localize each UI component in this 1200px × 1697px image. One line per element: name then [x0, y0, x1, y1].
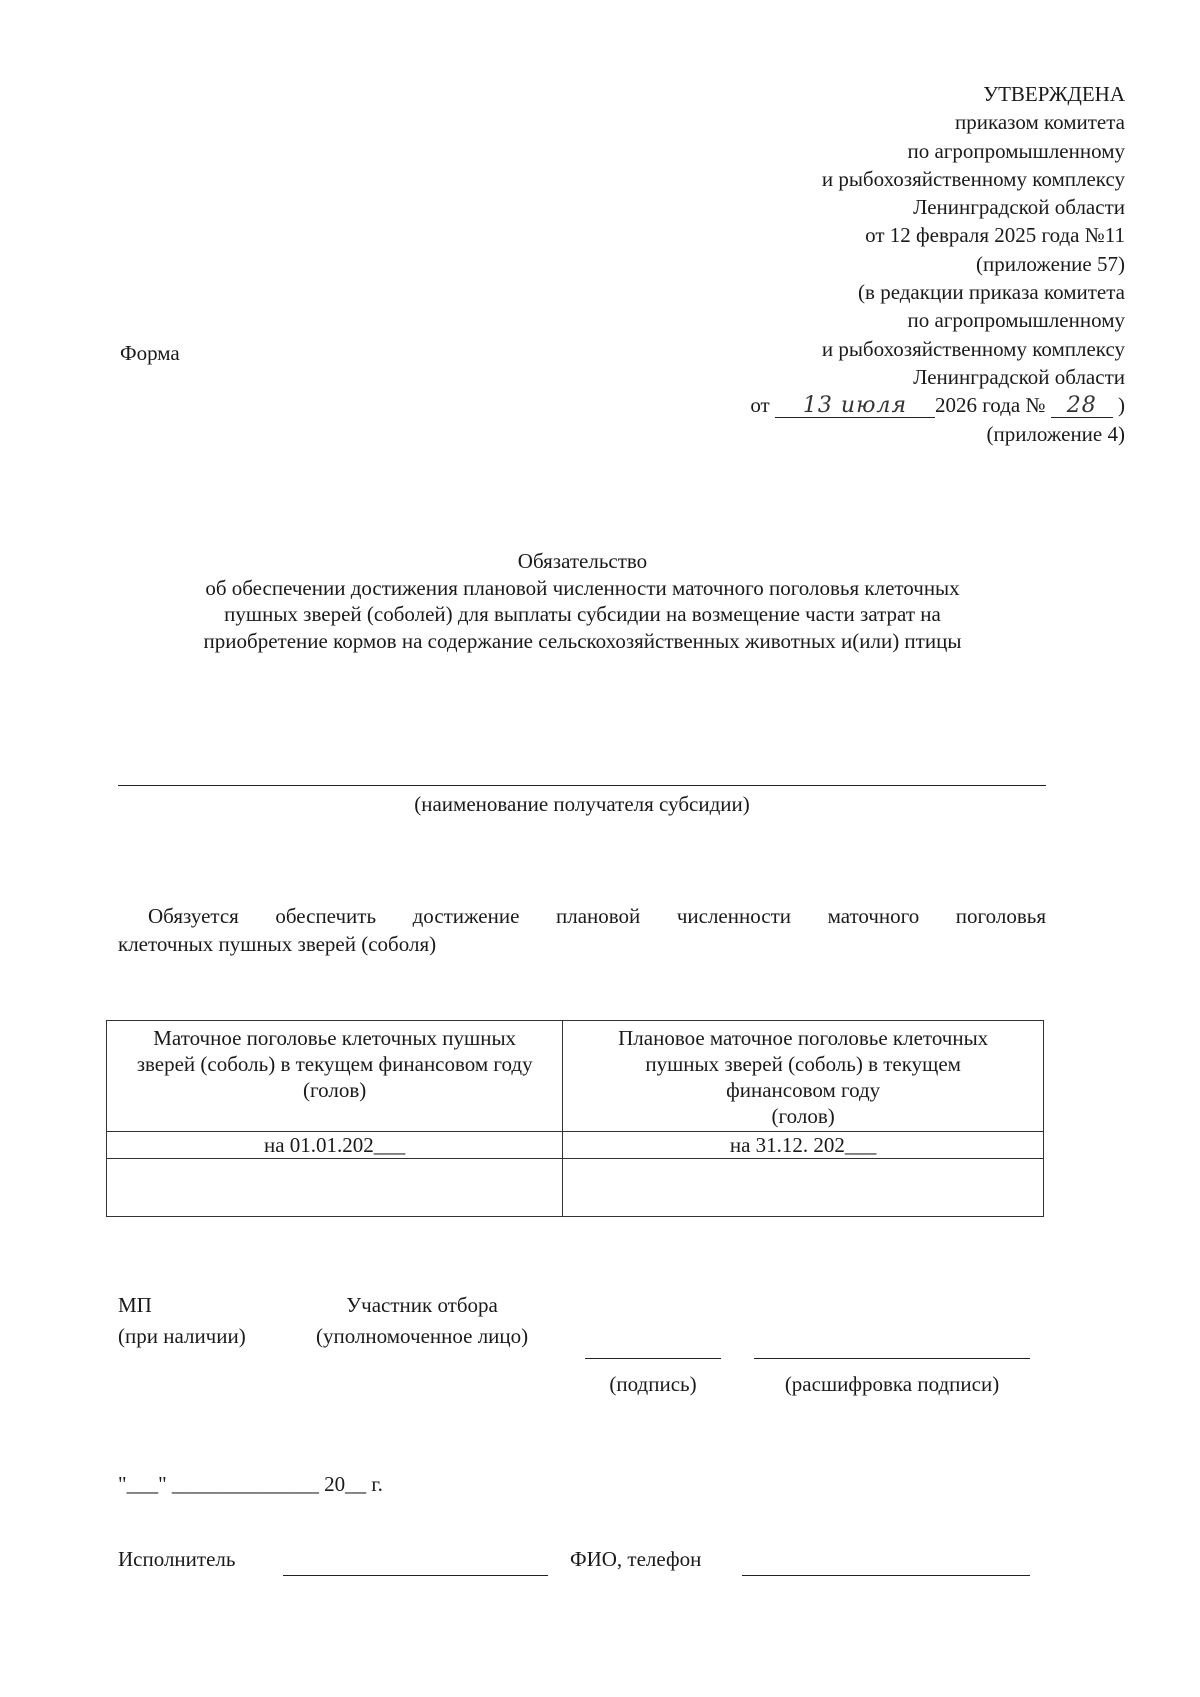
- participant-label: Участник отбора: [346, 1293, 498, 1317]
- fio-phone-label: ФИО, телефон: [570, 1547, 702, 1571]
- fio-phone-line[interactable]: [742, 1575, 1030, 1576]
- obligation-line: Обязуется обеспечить достижение плановой численности маточного поголовья: [148, 904, 1046, 928]
- approval-line: (приложение 57): [975, 251, 1125, 276]
- title-line: об обеспечении достижения плановой численности маточного поголовья клеточных: [205, 575, 960, 600]
- order-year: 2026 года №: [934, 393, 1046, 418]
- recipient-caption: (наименование получателя субсидии): [414, 792, 750, 816]
- approval-line: по агропромышленному: [907, 308, 1125, 333]
- order-date-field: [775, 394, 935, 418]
- participant-block: [316, 1290, 528, 1352]
- table-header-cell: [107, 1021, 563, 1132]
- col1-unit: (голов): [303, 1078, 367, 1102]
- approval-line: и рыбохозяйственному комплексу: [821, 166, 1125, 191]
- appendix-line: (приложение 4): [986, 421, 1125, 446]
- table-cell: на 01.01.202___: [107, 1132, 563, 1159]
- title-line: Обязательство: [517, 549, 648, 573]
- form-label: Форма: [120, 341, 180, 365]
- mp-note: (при наличии): [118, 1324, 246, 1348]
- approval-line: от 12 февраля 2025 года №11: [865, 223, 1125, 248]
- table-header-cell: [563, 1021, 1044, 1132]
- table-value-cell[interactable]: [107, 1159, 563, 1217]
- title-line: приобретение кормов на содержание сельскохозяйственных животных и(или) птицы: [203, 628, 962, 653]
- decoding-caption: (расшифровка подписи): [784, 1372, 1000, 1396]
- executor-line[interactable]: [283, 1575, 548, 1576]
- table-value-cell[interactable]: [563, 1159, 1044, 1217]
- table-row: [107, 1132, 1044, 1159]
- table-header-row: [107, 1021, 1044, 1132]
- obligation-text: [118, 902, 1046, 958]
- col2-unit: (голов): [771, 1104, 835, 1128]
- table-cell: на 31.12. 202___: [563, 1132, 1044, 1159]
- table-row: [107, 1159, 1044, 1217]
- signature-line[interactable]: [585, 1358, 721, 1359]
- signature-decoding-line[interactable]: [754, 1358, 1030, 1359]
- approval-line: и рыбохозяйственному комплексу: [821, 336, 1125, 361]
- approval-line: Ленинградской области: [913, 195, 1125, 220]
- signature-caption: (подпись): [609, 1372, 697, 1396]
- document-title: [120, 548, 1045, 654]
- approval-line: Ленинградской области: [913, 364, 1125, 389]
- seal-block: [118, 1290, 246, 1352]
- obligation-line: клеточных пушных зверей (соболя): [118, 932, 437, 956]
- order-number-field: [1051, 394, 1113, 418]
- title-line: пушных зверей (соболей) для выплаты субсидии на возмещение части затрат на: [224, 602, 941, 626]
- order-prefix: от: [750, 393, 770, 418]
- livestock-table: [106, 1020, 1044, 1217]
- approval-line: приказом комитета: [954, 110, 1125, 135]
- order-line: [750, 391, 1125, 419]
- participant-note: (уполномоченное лицо): [316, 1324, 529, 1348]
- order-number-handwritten: 28: [1066, 393, 1097, 419]
- mp-label: МП: [118, 1293, 152, 1317]
- date-line[interactable]: "___" ______________ 20__ г.: [118, 1472, 383, 1496]
- approval-line: по агропромышленному: [907, 138, 1125, 163]
- order-date-handwritten: 13 июля: [802, 393, 908, 419]
- approval-line: УТВЕРЖДЕНА: [983, 82, 1125, 106]
- col2-header-text: Плановое маточное поголовье клеточных пушных зверей (соболь) в текущем финансовом году: [618, 1026, 989, 1102]
- col1-header-text: Маточное поголовье клеточных пушных зверей (соболь) в текущем финансовом году: [136, 1026, 533, 1076]
- recipient-name-line: [118, 785, 1046, 786]
- approval-block: [750, 80, 1125, 448]
- executor-label: Исполнитель: [118, 1547, 236, 1571]
- approval-line: (в редакции приказа комитета: [858, 280, 1125, 305]
- order-close: ): [1118, 393, 1125, 418]
